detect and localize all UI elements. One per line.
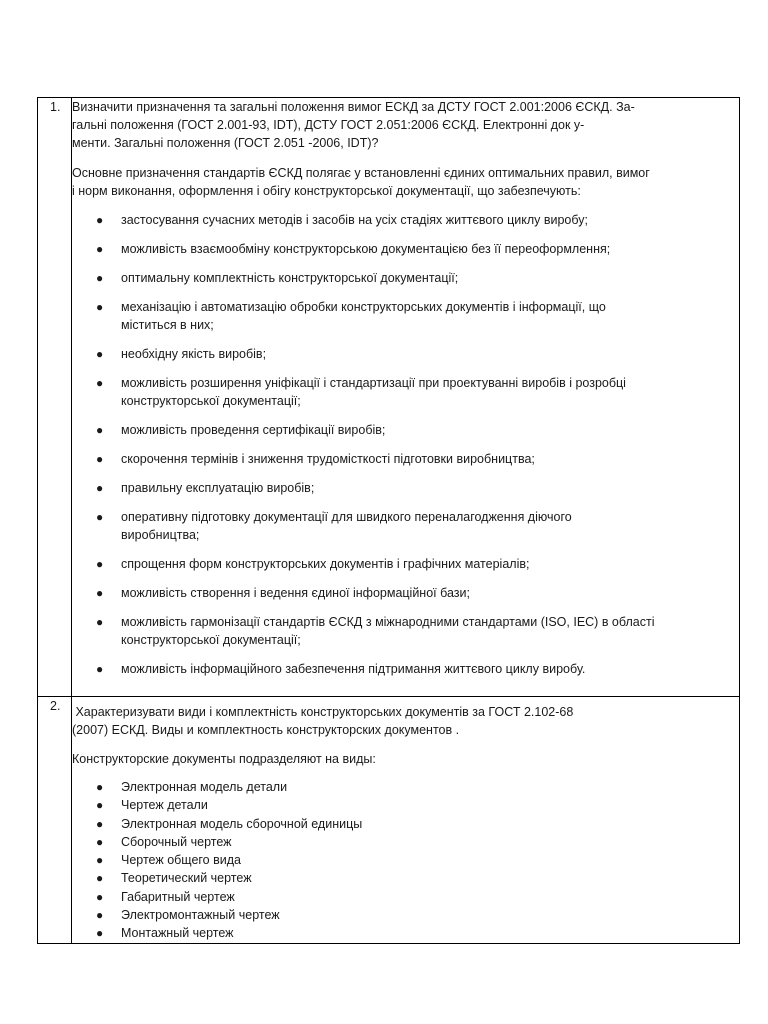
answer-intro — [72, 164, 739, 200]
bullet-icon: ● — [96, 780, 104, 794]
list-item — [72, 298, 739, 334]
question-content-cell — [72, 697, 740, 944]
list-item — [72, 815, 739, 833]
list-item-text: скорочення термінів і зниження трудомісткості підготовки виробництва; — [121, 452, 535, 466]
list-item-text: застосування сучасних методів і засобів на усіх стадіях життєвого циклу виробу; — [121, 213, 588, 227]
bullet-list — [72, 211, 739, 678]
list-item-text: спрощення форм конструкторських документів і графічних матеріалів; — [121, 557, 530, 571]
bullet-icon: ● — [96, 452, 104, 466]
list-item — [72, 924, 739, 942]
list-item-text: конструкторської документації; — [121, 394, 301, 408]
list-item-text: Электронная модель детали — [121, 780, 288, 794]
list-item — [72, 778, 739, 796]
list-item-text: можливість створення і ведення єдиної інформаційної бази; — [121, 586, 470, 600]
bullet-icon: ● — [96, 423, 104, 437]
list-item — [72, 240, 739, 258]
bullet-icon: ● — [96, 871, 104, 886]
list-item — [72, 479, 739, 497]
question-number-cell — [38, 98, 72, 697]
bullet-icon: ● — [96, 798, 104, 813]
list-item-text: оперативну підготовку документації для швидкого переналагодження діючого — [121, 510, 572, 524]
list-item-text: Теоретический чертеж — [121, 871, 252, 886]
list-item — [72, 869, 739, 887]
bullet-icon: ● — [96, 908, 104, 923]
bullet-icon: ● — [96, 557, 104, 571]
bullet-icon: ● — [96, 481, 104, 495]
bullet-icon: ● — [96, 926, 104, 941]
list-item-text: Чертеж детали — [121, 798, 208, 813]
list-item-text: конструкторської документації; — [121, 633, 301, 647]
question-row — [38, 697, 740, 944]
bullet-icon: ● — [96, 300, 104, 314]
list-item — [72, 584, 739, 602]
question-number-cell — [38, 697, 72, 944]
bullet-icon: ● — [96, 816, 104, 831]
question-line: Характеризувати види і комплектність конструкторських документів за ГОСТ 2.102-68 — [72, 705, 574, 719]
list-item — [72, 888, 739, 906]
list-item — [72, 851, 739, 869]
list-item-text: Монтажный чертеж — [121, 926, 234, 941]
list-item — [72, 508, 739, 544]
bullet-icon: ● — [96, 376, 104, 390]
bullet-list — [72, 778, 739, 943]
list-item — [72, 450, 739, 468]
bullet-icon: ● — [96, 889, 104, 904]
list-item-text: міститься в них; — [121, 318, 214, 332]
bullet-icon: ● — [96, 662, 104, 676]
bullet-icon: ● — [96, 271, 104, 285]
list-item-text: виробництва; — [121, 528, 200, 542]
list-item — [72, 269, 739, 287]
question-content-cell — [72, 98, 740, 697]
list-item — [72, 833, 739, 851]
list-item — [72, 906, 739, 924]
question-text — [72, 98, 739, 152]
bullet-icon: ● — [96, 615, 104, 629]
list-item-text: необхідну якість виробів; — [121, 347, 267, 361]
list-item — [72, 421, 739, 439]
question-line: Визначити призначення та загальні положення вимог ЕСКД за ДСТУ ГОСТ 2.001:2006 ЄСКД. За- — [72, 100, 635, 114]
question-number: 2. — [50, 699, 61, 713]
intro-line: Основне призначення стандартів ЄСКД полягає у встановленні єдиних оптимальних правил, вимог — [72, 166, 650, 180]
question-line: менти. Загальні положення (ГОСТ 2.051 -2006, IDT)? — [72, 136, 379, 150]
bullet-icon: ● — [96, 510, 104, 524]
bullet-icon: ● — [96, 853, 104, 868]
list-item-text: Сборочный чертеж — [121, 834, 232, 849]
bullet-icon: ● — [96, 347, 104, 361]
intro-line: Конструкторские документы подразделяют на виды: — [72, 752, 376, 766]
list-item-text: можливість гармонізації стандартів ЄСКД з міжнародними стандартами (ISO, IEC) в області — [121, 615, 655, 629]
question-number: 1. — [50, 100, 61, 114]
bullet-icon: ● — [96, 213, 104, 227]
list-item — [72, 345, 739, 363]
list-item — [72, 374, 739, 410]
list-item — [72, 613, 739, 649]
intro-line: і норм виконання, оформлення і обігу конструкторської документації, що забезпечують: — [72, 184, 581, 198]
list-item-text: оптимальну комплектність конструкторської документації; — [121, 271, 459, 285]
list-item — [72, 660, 739, 678]
list-item — [72, 211, 739, 229]
question-text — [72, 703, 739, 739]
bullet-icon: ● — [96, 834, 104, 849]
bullet-icon: ● — [96, 586, 104, 600]
list-item-text: можливість інформаційного забезпечення підтримання життєвого циклу виробу. — [121, 662, 586, 676]
list-item-text: механізацію і автоматизацію обробки конструкторських документів і інформації, що — [121, 300, 606, 314]
list-item — [72, 796, 739, 814]
question-line: (2007) ЕСКД. Виды и комплектность конструкторских документов . — [72, 723, 460, 737]
list-item-text: можливість розширення уніфікації і стандартизації при проектуванні виробів і розробці — [121, 376, 626, 390]
question-line: гальні положення (ГОСТ 2.001-93, IDT), ДСТУ ГОСТ 2.051:2006 ЄСКД. Електронні док у- — [72, 118, 585, 132]
questions-table — [37, 97, 740, 944]
list-item-text: можливість взаємообміну конструкторською документацією без її переоформлення; — [121, 242, 611, 256]
list-item-text: правильну експлуатацію виробів; — [121, 481, 315, 495]
list-item-text: можливість проведення сертифікації виробів; — [121, 423, 386, 437]
list-item — [72, 555, 739, 573]
list-item-text: Чертеж общего вида — [121, 853, 241, 868]
question-row — [38, 98, 740, 697]
list-item-text: Электромонтажный чертеж — [121, 908, 280, 923]
list-item-text: Габаритный чертеж — [121, 889, 235, 904]
answer-intro — [72, 750, 739, 768]
list-item-text: Электронная модель сборочной единицы — [121, 816, 363, 831]
bullet-icon: ● — [96, 242, 104, 256]
